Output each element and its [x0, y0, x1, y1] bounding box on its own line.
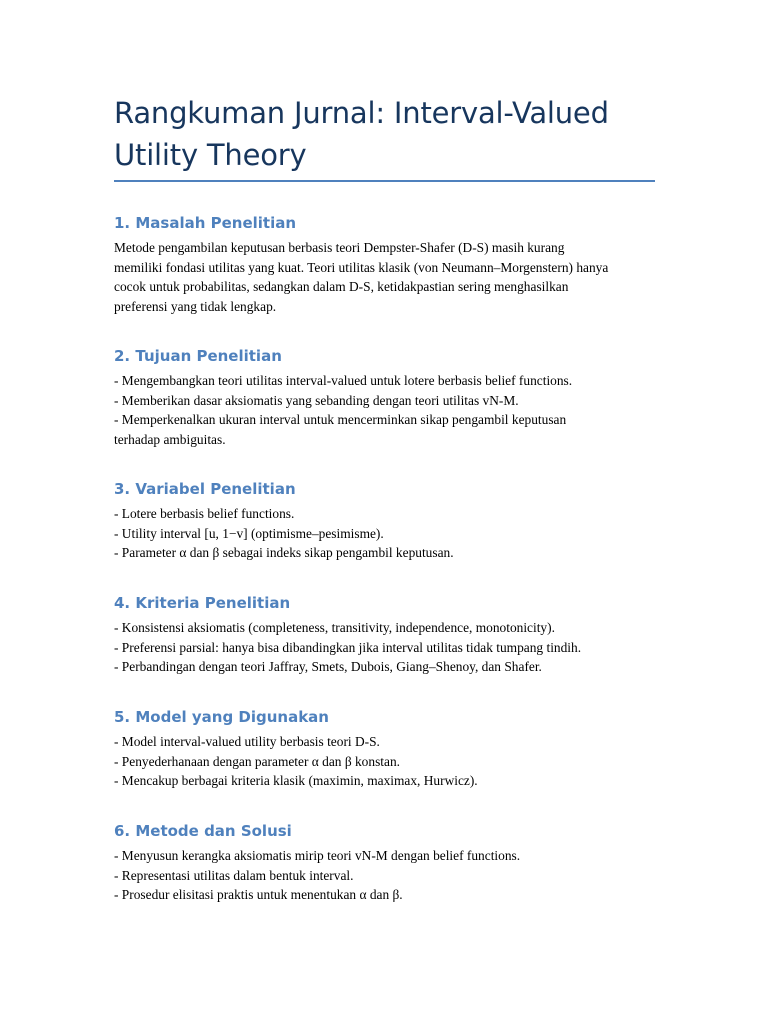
body-line: terhadap ambiguitas. — [114, 432, 226, 448]
body-line: memiliki fondasi utilitas yang kuat. Teori utilitas klasik (von Neumann–Morgenstern) hanya — [114, 259, 609, 275]
body-line: - Mengembangkan teori utilitas interval-valued untuk lotere berbasis belief functions. — [114, 373, 573, 388]
section-body — [114, 504, 674, 563]
body-line: - Model interval-valued utility berbasis teori D-S. — [114, 734, 380, 749]
section-masalah-penelitian — [114, 211, 674, 317]
section-metode-dan-solusi — [114, 819, 674, 905]
section-body — [114, 618, 674, 677]
section-kriteria-penelitian — [114, 591, 674, 677]
document-title-line-1: Rangkuman Jurnal: Interval-Valued — [114, 96, 609, 130]
section-body — [114, 732, 674, 791]
body-line: - Utility interval [u, 1−v] (optimisme–pesimisme). — [114, 525, 384, 541]
section-heading: 1. Masalah Penelitian — [114, 214, 297, 232]
body-line: - Memberikan dasar aksiomatis yang sebanding dengan teori utilitas vN-M. — [114, 392, 519, 408]
section-heading: 2. Tujuan Penelitian — [114, 347, 282, 365]
section-model-yang-digunakan — [114, 705, 674, 791]
body-line: - Prosedur elisitasi praktis untuk menentukan α dan β. — [114, 887, 403, 903]
body-line: - Menyusun kerangka aksiomatis mirip teori vN-M dengan belief functions. — [114, 848, 521, 863]
section-body — [114, 846, 674, 905]
section-body — [114, 371, 674, 450]
section-tujuan-penelitian — [114, 344, 674, 450]
body-line: - Konsistensi aksiomatis (completeness, transitivity, independence, monotonicity). — [114, 620, 555, 635]
body-line: - Representasi utilitas dalam bentuk interval. — [114, 867, 354, 883]
document-title — [114, 92, 674, 176]
section-heading: 4. Kriteria Penelitian — [114, 594, 291, 612]
body-line: - Lotere berbasis belief functions. — [114, 506, 295, 521]
section-heading: 6. Metode dan Solusi — [114, 822, 292, 840]
body-line: - Penyederhanaan dengan parameter α dan β konstan. — [114, 753, 400, 769]
section-heading: 3. Variabel Penelitian — [114, 480, 296, 498]
section-variabel-penelitian — [114, 477, 674, 563]
body-line: preferensi yang tidak lengkap. — [114, 299, 277, 315]
section-body — [114, 238, 674, 317]
body-line: Metode pengambilan keputusan berbasis teori Dempster-Shafer (D-S) masih kurang — [114, 240, 565, 255]
title-underline-rule — [114, 180, 655, 182]
body-line: cocok untuk probabilitas, sedangkan dalam D-S, ketidakpastian sering menghasilkan — [114, 279, 569, 295]
body-line: - Mencakup berbagai kriteria klasik (maximin, maximax, Hurwicz). — [114, 773, 478, 789]
body-line: - Parameter α dan β sebagai indeks sikap pengambil keputusan. — [114, 545, 454, 561]
body-line: - Memperkenalkan ukuran interval untuk mencerminkan sikap pengambil keputusan — [114, 412, 567, 428]
body-line: - Preferensi parsial: hanya bisa dibandingkan jika interval utilitas tidak tumpang tindih. — [114, 639, 582, 655]
section-heading: 5. Model yang Digunakan — [114, 708, 329, 726]
document-title-line-2: Utility Theory — [114, 138, 307, 172]
body-line: - Perbandingan dengan teori Jaffray, Smets, Dubois, Giang–Shenoy, dan Shafer. — [114, 659, 542, 675]
